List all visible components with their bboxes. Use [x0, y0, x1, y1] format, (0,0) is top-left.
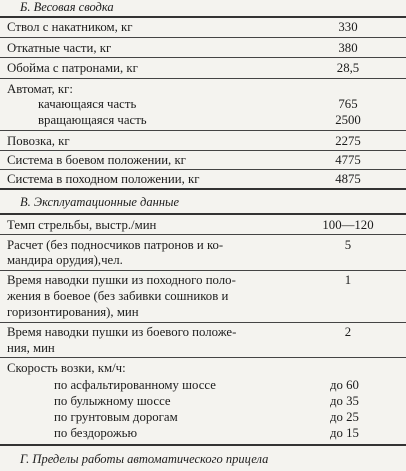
divider — [0, 150, 406, 151]
row-value-barrel: 330 — [338, 20, 358, 34]
divider — [0, 188, 406, 190]
row-value-rotating-part: 2500 — [335, 113, 361, 127]
row-label-clip: Обойма с патронами, кг — [7, 61, 138, 75]
section-v-title: В. Эксплуатационные данные — [20, 195, 180, 209]
divider — [0, 270, 406, 271]
speed-value-cobblestone: до 35 — [330, 394, 359, 408]
divider — [0, 16, 406, 18]
speed-title: Скорость возки, км/ч: — [7, 361, 126, 375]
row-label-swinging-part: качающаяся часть — [38, 97, 137, 111]
row-label-rotating-part: вращающаяся часть — [38, 113, 147, 127]
section-b-title: Б. Весовая сводка — [20, 0, 114, 14]
row-label-automat: Автомат, кг: — [7, 82, 73, 96]
row-label-travel-to-combat-line2: жения в боевое (без забивки сошников и — [7, 289, 229, 303]
row-value-fire-rate: 100—120 — [322, 218, 374, 232]
row-label-recoil-parts: Откатные части, кг — [7, 41, 112, 55]
divider — [0, 78, 406, 79]
row-value-crew: 5 — [344, 238, 352, 252]
divider — [0, 37, 406, 38]
row-label-aim-from-combat-line2: ния, мин — [7, 341, 55, 355]
speed-label-dirt-road: по грунтовым дорогам — [54, 410, 178, 424]
row-value-swinging-part: 765 — [338, 97, 358, 111]
speed-label-offroad: по бездорожью — [54, 426, 138, 440]
divider — [0, 322, 406, 323]
speed-label-cobblestone: по булыжному шоссе — [54, 394, 171, 408]
divider — [0, 57, 406, 58]
row-label-carriage: Повозка, кг — [7, 134, 70, 148]
row-label-crew-line1: Расчет (без подносчиков патронов и ко- — [7, 238, 224, 252]
row-value-clip: 28,5 — [336, 61, 360, 75]
row-label-crew-line2: мандира орудия),чел. — [7, 253, 123, 267]
row-label-travel-to-combat-line1: Время наводки пушки из походного поло- — [7, 273, 236, 287]
row-value-combat-position: 4775 — [335, 153, 361, 167]
row-label-travel-to-combat-line3: горизонтирования), мин — [7, 305, 139, 319]
divider — [0, 234, 406, 235]
speed-value-dirt-road: до 25 — [330, 410, 359, 424]
speed-label-asphalt: по асфальтированному шоссе — [54, 378, 216, 392]
divider — [0, 213, 406, 215]
row-label-travel-position: Система в походном положении, кг — [7, 172, 200, 186]
row-label-fire-rate: Темп стрельбы, выстр./мин — [7, 218, 157, 232]
divider — [0, 444, 406, 446]
divider — [0, 130, 406, 131]
row-value-aim-from-combat: 2 — [344, 325, 352, 339]
row-value-travel-to-combat: 1 — [344, 273, 352, 287]
row-value-travel-position: 4875 — [335, 172, 361, 186]
row-label-aim-from-combat-line1: Время наводки пушки из боевого положе- — [7, 325, 237, 339]
row-value-recoil-parts: 380 — [338, 41, 358, 55]
speed-value-offroad: до 15 — [330, 426, 359, 440]
speed-value-asphalt: до 60 — [330, 378, 359, 392]
row-value-carriage: 2275 — [335, 134, 361, 148]
row-label-barrel: Ствол с накатником, кг — [7, 20, 133, 34]
divider — [0, 169, 406, 170]
divider — [0, 357, 406, 358]
row-label-combat-position: Система в боевом положении, кг — [7, 153, 186, 167]
section-g-title: Г. Пределы работы автоматического прицела — [20, 452, 269, 466]
